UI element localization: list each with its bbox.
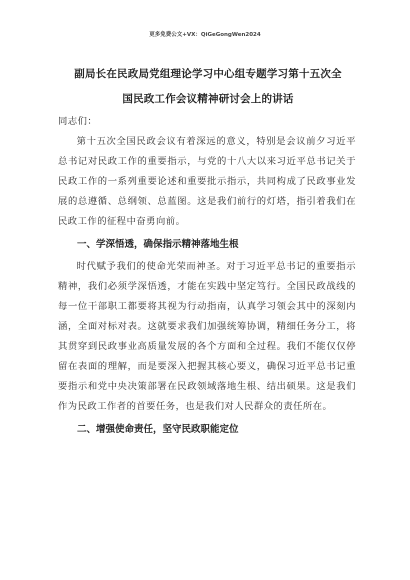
paragraph-intro: 第十五次全国民政会议有着深远的意义，特别是会议前夕习近平总书记对民政工作的重要指示，与党的十八大以来习近平总书记关于民政工作的一系列重要论述和重要批示指示，共同构成了民政事业发展的总遵循、总纲领、总蓝图。这是我们前行的灯塔，指引着我们在民政工作的征程中奋勇向前。 <box>58 136 356 227</box>
section-heading-1: 一、学深悟透，确保指示精神落地生根 <box>77 239 239 250</box>
document-title-line-2: 国民政工作会议精神研讨会上的讲话 <box>122 93 294 105</box>
document-title-line-1: 副局长在民政局党组理论学习中心组专题学习第十五次全 <box>74 68 342 80</box>
section-heading-2: 二、增强使命责任，坚守民政职能定位 <box>77 424 239 435</box>
header-note: 更多免费公文+VX：QiGeGongWen2024 <box>149 32 261 38</box>
paragraph-section-1: 时代赋予我们的使命光荣而神圣。对于习近平总书记的重要指示精神，我们必须学深悟透，才能在实践中坚定笃行。全国民政战线的每一位干部职工都要将其视为行动指南，认真学习领会其中的深刻内涵，全面对标对表。这就要求我们加强统筹协调，精细任务分工，将其贯穿到民政事业高质量发展的各个方面和全过程。我们不能仅仅停留在表面的理解，而是要深入把握其核心要义，确保习近平总书记重要指示和党中央决策部署在民政领域落地生根、结出硕果。这是我们作为民政工作者的首要任务，也是我们对人民群众的责任所在。 <box>58 261 356 412</box>
document-body <box>58 112 356 442</box>
salutation: 同志们： <box>58 116 98 127</box>
